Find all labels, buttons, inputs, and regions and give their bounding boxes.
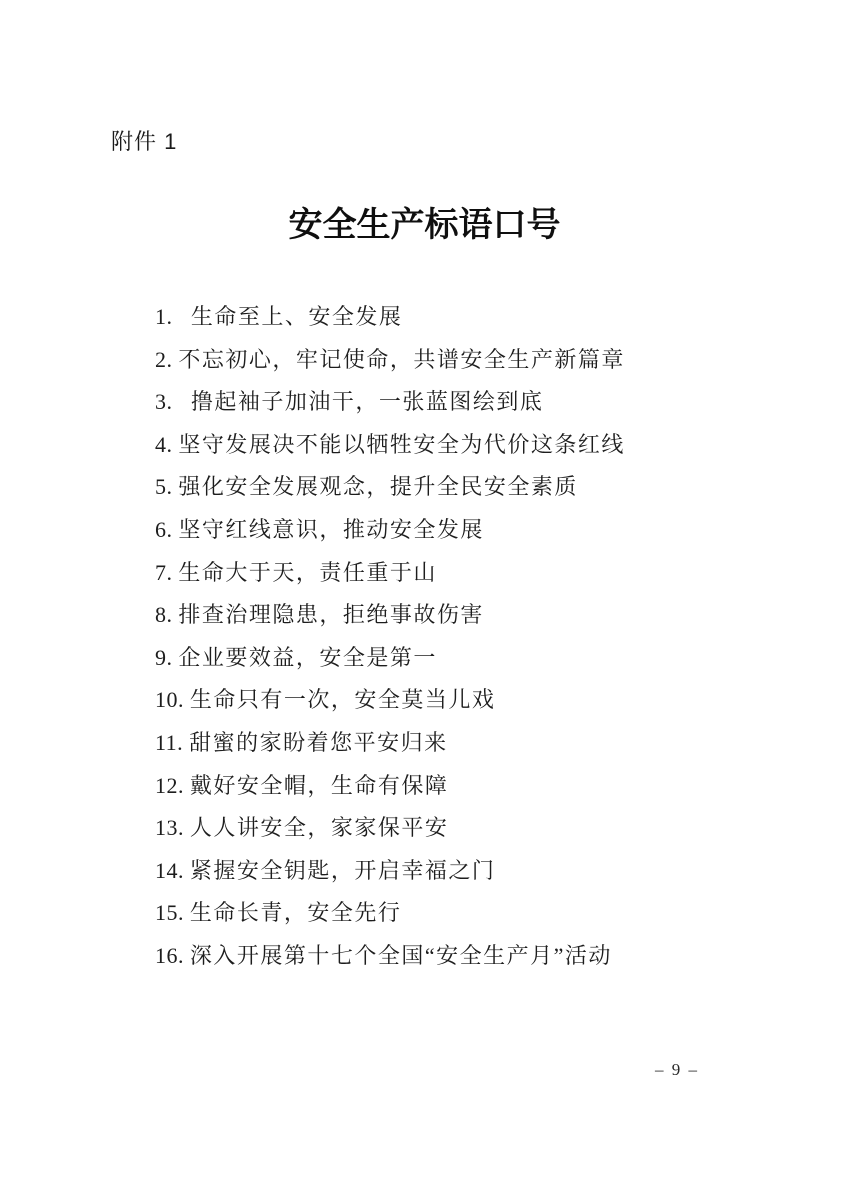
list-item — [155, 850, 715, 893]
item-text: 紧握安全钥匙，开启幸福之门 — [184, 857, 496, 883]
list-item — [155, 424, 715, 467]
item-text: 生命只有一次，安全莫当儿戏 — [184, 687, 496, 713]
list-item — [155, 466, 715, 509]
item-number: 13. — [155, 815, 184, 841]
item-text: 撸起袖子加油干，一张蓝图绘到底 — [172, 389, 544, 415]
item-text: 坚守红线意识，推动安全发展 — [172, 516, 484, 542]
item-number: 12. — [155, 772, 184, 798]
item-text: 甜蜜的家盼着您平安归来 — [183, 729, 448, 755]
item-text: 生命至上、安全发展 — [172, 304, 403, 329]
list-item — [155, 722, 715, 765]
item-text: 生命长青，安全先行 — [184, 900, 402, 926]
list-item — [155, 807, 715, 850]
item-text: 深入开展第十七个全国“安全生产月”活动 — [184, 942, 612, 968]
attachment-label: 附件 1 — [111, 129, 178, 154]
page-title: 安全生产标语口号 — [288, 207, 561, 244]
list-item — [155, 935, 715, 978]
list-item — [155, 892, 715, 935]
item-number: 8. — [155, 602, 173, 628]
item-number: 6. — [155, 516, 173, 542]
list-item — [155, 679, 715, 722]
item-number: 1. — [155, 304, 173, 329]
item-text: 排查治理隐患，拒绝事故伤害 — [172, 602, 484, 628]
item-text: 人人讲安全，家家保平安 — [184, 815, 449, 841]
item-number: 9. — [155, 644, 173, 670]
item-number: 3. — [155, 389, 173, 415]
list-item — [155, 594, 715, 637]
item-number: 7. — [155, 559, 173, 585]
item-number: 14. — [155, 857, 184, 883]
item-number: 5. — [155, 474, 173, 500]
item-text: 不忘初心，牢记使命，共谱安全生产新篇章 — [172, 346, 625, 372]
list-item — [155, 339, 715, 382]
item-text: 坚守发展决不能以牺牲安全为代价这条红线 — [172, 431, 625, 457]
item-text: 戴好安全帽，生命有保障 — [184, 772, 449, 798]
item-number: 10. — [155, 687, 184, 713]
page-number: – 9 – — [655, 1060, 699, 1079]
item-text: 强化安全发展观念，提升全民安全素质 — [172, 474, 578, 500]
list-item — [155, 509, 715, 552]
list-item — [155, 381, 715, 424]
item-number: 4. — [155, 431, 173, 457]
item-number: 15. — [155, 900, 184, 926]
list-item — [155, 765, 715, 808]
item-text: 企业要效益，安全是第一 — [172, 644, 437, 670]
slogan-list — [155, 296, 715, 978]
item-number: 2. — [155, 346, 173, 372]
list-item — [155, 637, 715, 680]
item-number: 16. — [155, 942, 184, 968]
item-number: 11. — [155, 729, 184, 755]
list-item — [155, 296, 715, 339]
list-item — [155, 552, 715, 595]
item-text: 生命大于天，责任重于山 — [172, 559, 437, 585]
